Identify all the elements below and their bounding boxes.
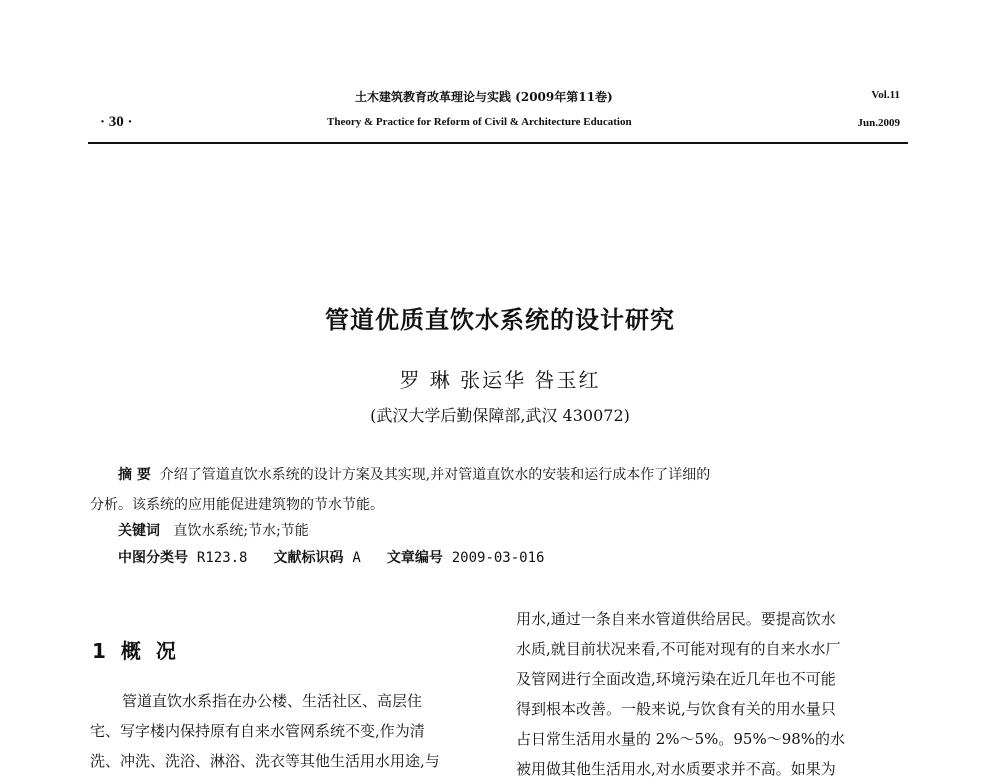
header-rule [88, 142, 908, 144]
page-number: · 30 · [100, 114, 133, 130]
abstract-text-line1: 介绍了管道直饮水系统的设计方案及其实现,并对管道直饮水的安装和运行成本作了详细的 [159, 467, 711, 483]
text-line: 洗、冲洗、洗浴、淋浴、洗衣等其他生活用水用途,与 [90, 752, 440, 770]
journal-title-chinese: 土木建筑教育改革理论与实践 (2009年第11卷) [355, 90, 613, 104]
text-line: 及管网进行全面改造,环境污染在近几年也不可能 [516, 670, 836, 688]
article-title: 管道优质直饮水系统的设计研究 [325, 306, 675, 334]
clc-value: R123.8 [196, 550, 248, 566]
doc-code-label: 文献标识码 [273, 550, 344, 566]
doc-code-value: A [352, 550, 361, 566]
issue-date: Jun.2009 [857, 117, 900, 129]
section-heading: 1 概 况 [92, 639, 180, 663]
keywords-value: 直饮水系统;节水;节能 [173, 523, 309, 539]
author-affiliation: (武汉大学后勤保障部,武汉 430072) [370, 406, 630, 425]
text-line: 管道直饮水系指在办公楼、生活社区、高层住 [122, 692, 423, 710]
text-line: 用水,通过一条自来水管道供给居民。要提高饮水 [516, 610, 836, 628]
text-line: 宅、写字楼内保持原有自来水管网系统不变,作为清 [90, 722, 425, 740]
classification-line [118, 547, 544, 567]
right-column-text [516, 604, 916, 784]
abstract [118, 464, 710, 484]
journal-title-english: Theory & Practice for Reform of Civil & Architecture Education [327, 116, 632, 128]
left-column-text [90, 686, 472, 776]
article-authors: 罗 琳 张运华 咎玉红 [399, 368, 601, 392]
abstract-text-line2: 分析。该系统的应用能促进建筑物的节水节能。 [90, 497, 384, 513]
abstract-label: 摘 要 [118, 467, 151, 483]
keywords [118, 520, 309, 540]
clc-label: 中图分类号 [118, 550, 188, 566]
volume-label: Vol.11 [871, 89, 900, 101]
text-line: 水质,就目前状况来看,不可能对现有的自来水水厂 [516, 640, 841, 658]
keywords-label: 关键词 [118, 523, 160, 539]
text-line: 被用做其他生活用水,对水质要求并不高。如果为 [516, 760, 836, 778]
article-number-label: 文章编号 [386, 550, 443, 566]
text-line: 占日常生活用水量的 2%～5%。95%～98%的水 [516, 730, 846, 748]
article-number-value: 2009-03-016 [451, 550, 545, 566]
text-line: 得到根本改善。一般来说,与饮食有关的用水量只 [516, 700, 836, 718]
